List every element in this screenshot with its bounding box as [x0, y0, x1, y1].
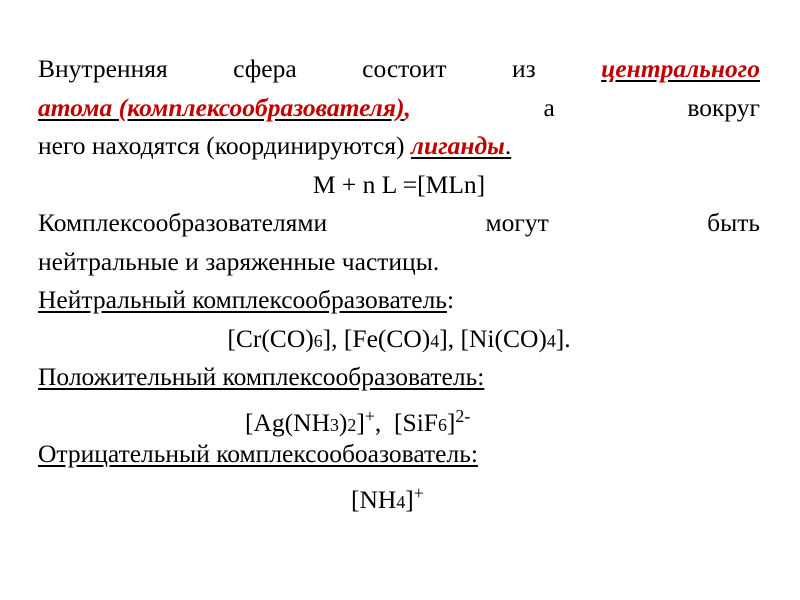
- formula-part: ], [Fe(CO): [322, 323, 431, 353]
- neutral-heading-line: [38, 281, 760, 320]
- formula-part: ].: [555, 323, 571, 353]
- intro-word: из: [511, 54, 536, 83]
- neutral-heading: Нейтральный комплексообразователь: [38, 285, 447, 314]
- colon: :: [446, 285, 455, 314]
- formula-subscript: 4: [396, 491, 406, 512]
- intro-word: вокруг: [687, 92, 760, 122]
- can-be-word: Комплексообразователями: [38, 208, 328, 237]
- formula-subscript: 6: [313, 330, 323, 351]
- negative-examples: [38, 474, 760, 513]
- intro-word: а: [543, 92, 555, 122]
- slide-content: [38, 50, 760, 512]
- formula-part: ], [Ni(CO): [439, 323, 547, 353]
- formula-part: [Ag(NH: [245, 407, 330, 437]
- negative-heading-line: [38, 435, 760, 474]
- can-be-line-1: [38, 204, 760, 243]
- formula-subscript: 3: [329, 414, 339, 435]
- comma: ,: [404, 92, 411, 122]
- formula-part: [NH: [351, 484, 397, 514]
- period: .: [504, 131, 512, 160]
- central-term: центрального: [601, 54, 760, 83]
- formula-subscript: 4: [430, 330, 440, 351]
- formula-part: ]: [405, 484, 414, 514]
- formula-part: , [SiF: [374, 407, 438, 437]
- intro-line-3: [38, 127, 760, 166]
- negative-heading: Отрицательный комплексообоазователь:: [38, 439, 478, 468]
- formula-subscript: 2: [347, 414, 357, 435]
- can-be-line-2: нейтральные и заряженные частицы.: [38, 246, 440, 276]
- can-be-word: могут: [485, 208, 549, 237]
- complexing-agent-term: атома (комплексообразователя): [38, 92, 405, 122]
- intro-line-2: [38, 89, 760, 128]
- formula-superscript: 2-: [455, 405, 471, 426]
- formula-superscript: +: [364, 405, 375, 426]
- positive-examples: [38, 397, 760, 436]
- intro-word: сфера: [233, 54, 297, 83]
- positive-heading: Положительный комплексообразователь:: [38, 362, 485, 391]
- intro-text: него находятся (координируются): [38, 131, 411, 160]
- can-be-word: быть: [707, 208, 760, 237]
- ligands-term: лиганды: [410, 131, 505, 160]
- intro-line-1: [38, 50, 760, 89]
- intro-word: состоит: [362, 54, 447, 83]
- neutral-examples: [38, 320, 760, 359]
- intro-word: Внутренняя: [38, 54, 168, 83]
- formula-part: [Cr(CO): [227, 323, 314, 353]
- formula-subscript: 4: [546, 330, 556, 351]
- formula-part: ): [338, 407, 348, 437]
- formula-superscript: +: [413, 482, 424, 503]
- positive-heading-line: [38, 358, 760, 397]
- formula-subscript: 6: [437, 414, 447, 435]
- formula-part: ]: [446, 407, 456, 437]
- central-atom-group: [38, 89, 411, 128]
- equation: M + n L =[MLn]: [312, 169, 486, 199]
- formula-part: ]: [356, 407, 365, 437]
